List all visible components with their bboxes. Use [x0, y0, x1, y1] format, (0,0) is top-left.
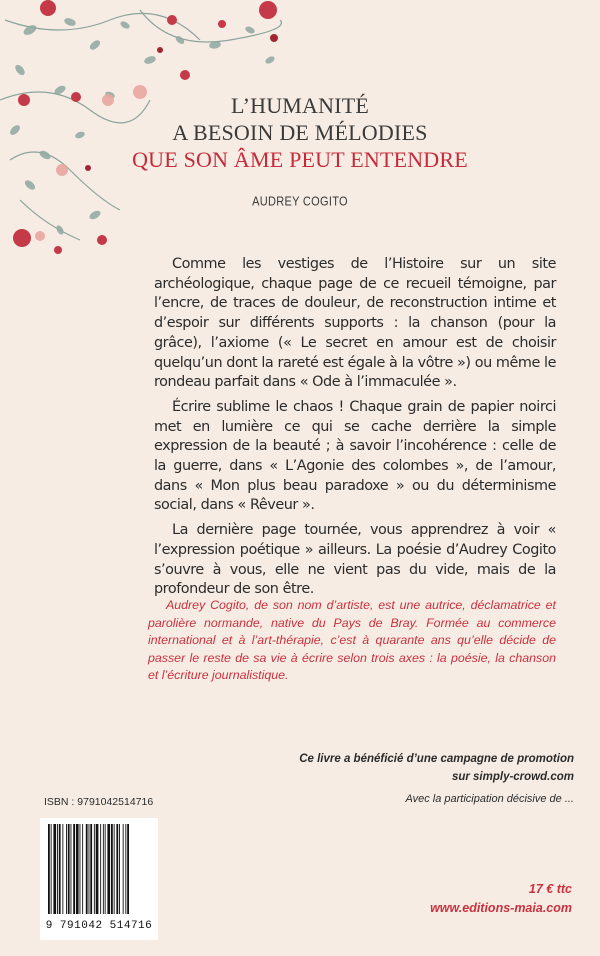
barcode-bar	[100, 824, 101, 914]
publisher-website: www.editions-maia.com	[430, 901, 572, 915]
barcode-bar	[76, 824, 79, 914]
blurb-paragraph-2: Écrire sublime le chaos ! Chaque grain de papier noirci met en lumière ce qui se cache derrière la simple expression de la beauté ; à savoir l’incohérence : celle de la guerre, dans « L’Agonie des colombes », de l’amour, dans « Mon plus beau paradoxe » ou du déterminisme social, dans « Rêveur ».	[154, 398, 556, 514]
barcode-bar	[119, 824, 120, 914]
barcode-bar	[59, 824, 61, 914]
barcode-bar	[105, 824, 106, 914]
barcode-bar	[127, 824, 129, 914]
barcode-bar	[68, 824, 70, 914]
barcode-bar	[62, 824, 63, 914]
author-name: AUDREY COGITO	[252, 195, 348, 209]
barcode-bar	[48, 824, 50, 914]
title-line-1: L’HUMANITÉ	[230, 93, 370, 118]
author-bio: Audrey Cogito, de son nom d’artiste, est une autrice, déclamatrice et parolière normande, native du Pays de Bray. Formée au commerce international et à l’art-thérapie, c’est à quarante ans qu’elle décide de passer le reste de sa vie à écrire selon trois axes : la poésie, la chanson et l’écriture journalistique.	[148, 598, 556, 682]
barcode-bar	[107, 824, 110, 914]
isbn-label: ISBN : 9791042514716	[44, 796, 154, 808]
barcode-bar	[73, 824, 75, 914]
barcode-bar	[82, 824, 83, 914]
promo-line-1: Ce livre a bénéficié d’une campagne de promotion	[299, 753, 574, 765]
blurb-paragraph-1: Comme les vestiges de l’Histoire sur un site archéologique, chaque page de ce recueil témoigne, par l’encre, de traces de douleur, de reconstruction intime et d’espoir sur différents supports : la chanson (pour la grâce), l’axiome (« Le secret en amour est de choisir quelqu’un dont la rareté est égale à la vôtre ») ou même le rondeau parfait dans « Ode à l’immaculée ».	[154, 256, 556, 391]
barcode-bar	[94, 824, 95, 914]
barcode-digits: 9 791042 514716	[45, 920, 153, 932]
barcode-bars	[48, 824, 150, 920]
participation-note: Avec la participation décisive de ...	[405, 793, 574, 805]
book-title	[100, 92, 500, 173]
blurb-paragraph-3: La dernière page tournée, vous apprendrez à voir « l’expression poétique » ailleurs. La poésie d’Audrey Cogito s’ouvre à vous, elle ne vient pas du vide, mais de la profondeur de son être.	[154, 522, 556, 598]
title-line-3: QUE SON ÂME PEUT ENTENDRE	[132, 147, 468, 172]
title-line-2: A BESOIN DE MÉLODIES	[172, 120, 428, 145]
barcode-bar	[103, 824, 104, 914]
barcode-bar	[80, 824, 81, 914]
barcode-bar	[114, 824, 115, 914]
barcode-bar	[111, 824, 113, 914]
price: 17 € ttc	[528, 882, 572, 896]
barcode-bar	[53, 824, 56, 914]
barcode-bar	[90, 824, 92, 914]
promo-note	[254, 750, 574, 786]
barcode-bar	[66, 824, 67, 914]
barcode-bar	[116, 824, 118, 914]
barcode-bar	[51, 824, 52, 914]
barcode-bar	[96, 824, 99, 914]
barcode-bar	[125, 824, 126, 914]
barcode-bar	[123, 824, 124, 914]
promo-line-2: sur simply-crowd.com	[451, 771, 574, 783]
barcode-bar	[57, 824, 58, 914]
barcode-bar	[86, 824, 88, 914]
barcode-bar	[89, 824, 90, 914]
barcode-bar	[71, 824, 72, 914]
back-cover-blurb	[154, 255, 556, 605]
